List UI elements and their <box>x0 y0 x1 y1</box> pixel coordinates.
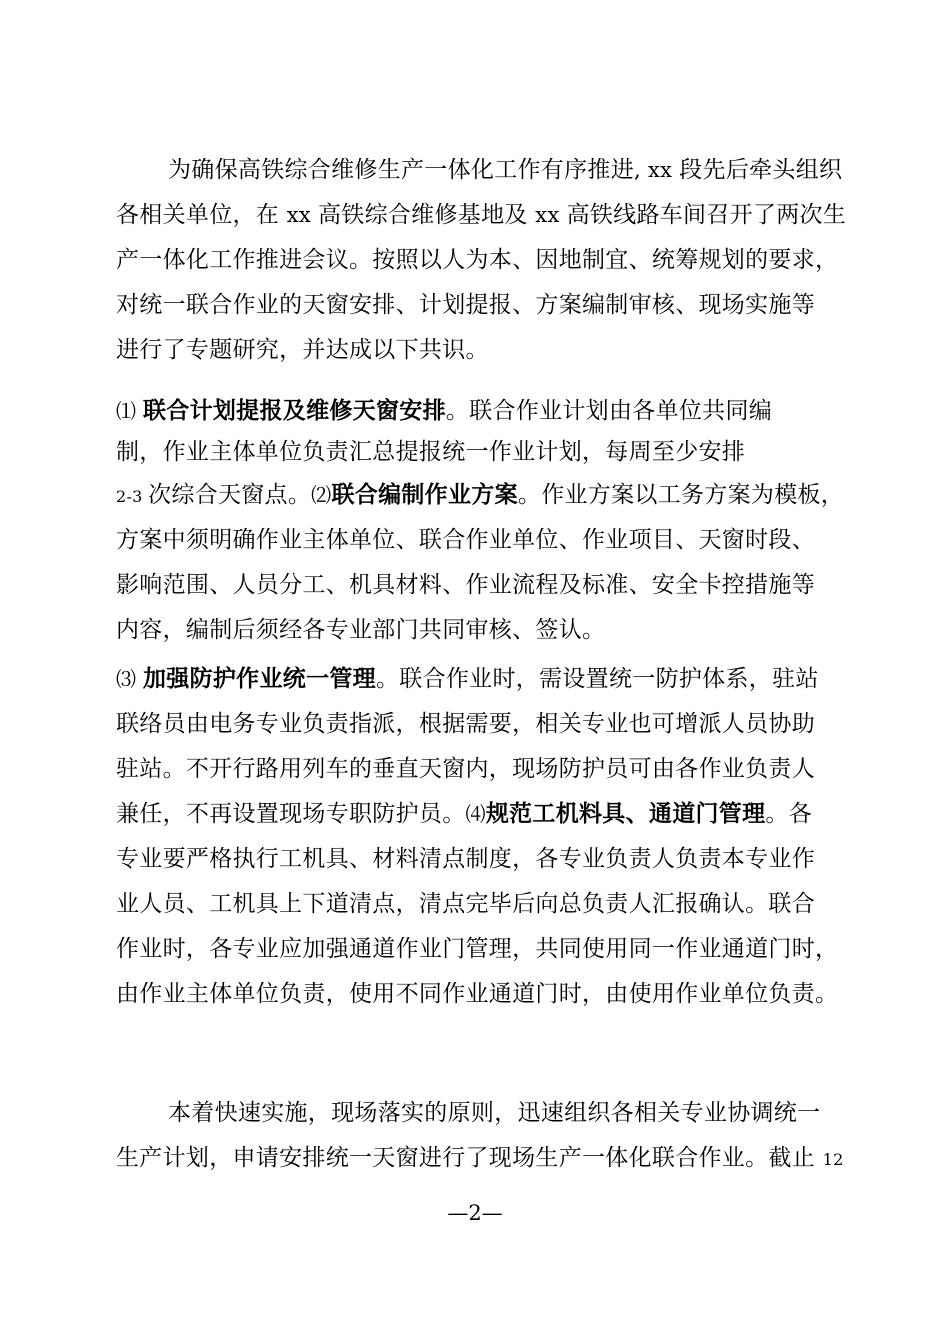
text-line <box>116 1136 846 1181</box>
text-line: 方案中须明确作业主体单位、联合作业单位、作业项目、天窗时段、 <box>116 527 815 553</box>
text-line: 作业时，各专业应加强通道作业门管理，共同使用同一作业通道门时， <box>116 936 839 962</box>
bold-heading: 联合编制作业方案 <box>331 482 518 508</box>
list-marker: ⑷ <box>465 802 486 826</box>
text-run: 各相关单位，在 <box>116 202 287 228</box>
list-marker: ⑶ <box>116 667 143 691</box>
page-number: —2— <box>447 1201 503 1225</box>
text-run: 兼任，不再设置现场专职防护员。 <box>116 801 466 827</box>
text-run: xx <box>535 203 567 227</box>
text-run: 。联合作业时，需设置统一防护体系，驻站 <box>375 666 819 692</box>
text-line: 业人员、工机具上下道清点，清点完毕后向总负责人汇报确认。联合 <box>116 891 815 917</box>
text-line: 由作业主体单位负责，使用不同作业通道门时，由使用作业单位负责。 <box>116 981 839 1007</box>
text-run: 。作业方案以工务方案为模板， <box>517 482 845 508</box>
text-line <box>116 193 846 238</box>
text-line: 制，作业主体单位负责汇总提报统一作业计划，每周至少安排 <box>116 439 746 465</box>
paragraph-2 <box>116 391 846 653</box>
text-line: 影响范围、人员分工、机具材料、作业流程及标准、安全卡控措施等 <box>116 572 815 598</box>
bold-heading: 联合计划提报及维修天窗安排 <box>142 398 446 424</box>
text-run: 2-3 <box>116 487 149 506</box>
text-line: 驻站。不开行路用列车的垂直天窗内，现场防护员可由各作业负责人 <box>116 756 815 782</box>
bold-heading: 加强防护作业统一管理 <box>142 666 376 692</box>
text-line: 内容，编制后须经各专业部门共同审核、签认。 <box>116 617 606 643</box>
text-line <box>116 657 846 702</box>
text-run: 为确保高铁综合维修生产一体化工作有序推进 <box>168 157 634 183</box>
text-line: 进行了专题研究，并达成以下共识。 <box>116 337 489 363</box>
text-line: 联络员由电务专业负责指派，根据需要，相关专业也可增派人员协助 <box>116 711 815 737</box>
text-run: xx <box>286 203 318 227</box>
text-line <box>116 148 846 193</box>
text-run: 。各 <box>765 801 813 827</box>
text-run: 生产计划，申请安排统一天窗进行了现场生产一体化联合作业。截止 <box>116 1145 823 1171</box>
text-run: , xx <box>634 158 680 182</box>
text-run: 次综合天窗点。 <box>148 482 312 508</box>
list-marker: ⑵ <box>311 483 332 507</box>
paragraph-4 <box>116 1091 846 1181</box>
text-run: 高铁线路车间召开了两次生 <box>566 202 847 228</box>
paragraph-1 <box>116 148 846 373</box>
text-run: 。联合作业计划由各单位共同编 <box>445 398 773 424</box>
text-line <box>116 391 846 432</box>
bold-heading: 规范工机料具、通道门管理 <box>485 801 766 827</box>
text-run: 段先后牵头组织 <box>679 157 843 183</box>
text-line: 对统一联合作业的天窗安排、计划提报、方案编制审核、现场实施等 <box>116 292 815 318</box>
text-line: 专业要严格执行工机具、材料清点制度，各专业负责人负责本专业作 <box>116 846 815 872</box>
text-run: 12 <box>822 1150 844 1169</box>
list-marker: ⑴ <box>116 399 143 423</box>
paragraph-3 <box>116 657 846 1017</box>
text-line <box>116 473 846 518</box>
text-line <box>116 792 846 837</box>
text-line: 产一体化工作推进会议。按照以人为本、因地制宜、统筹规划的要求， <box>116 247 839 273</box>
text-run: 高铁综合维修基地及 <box>317 202 536 228</box>
text-line: 本着快速实施，现场落实的原则，迅速组织各相关专业协调统一 <box>168 1100 821 1126</box>
